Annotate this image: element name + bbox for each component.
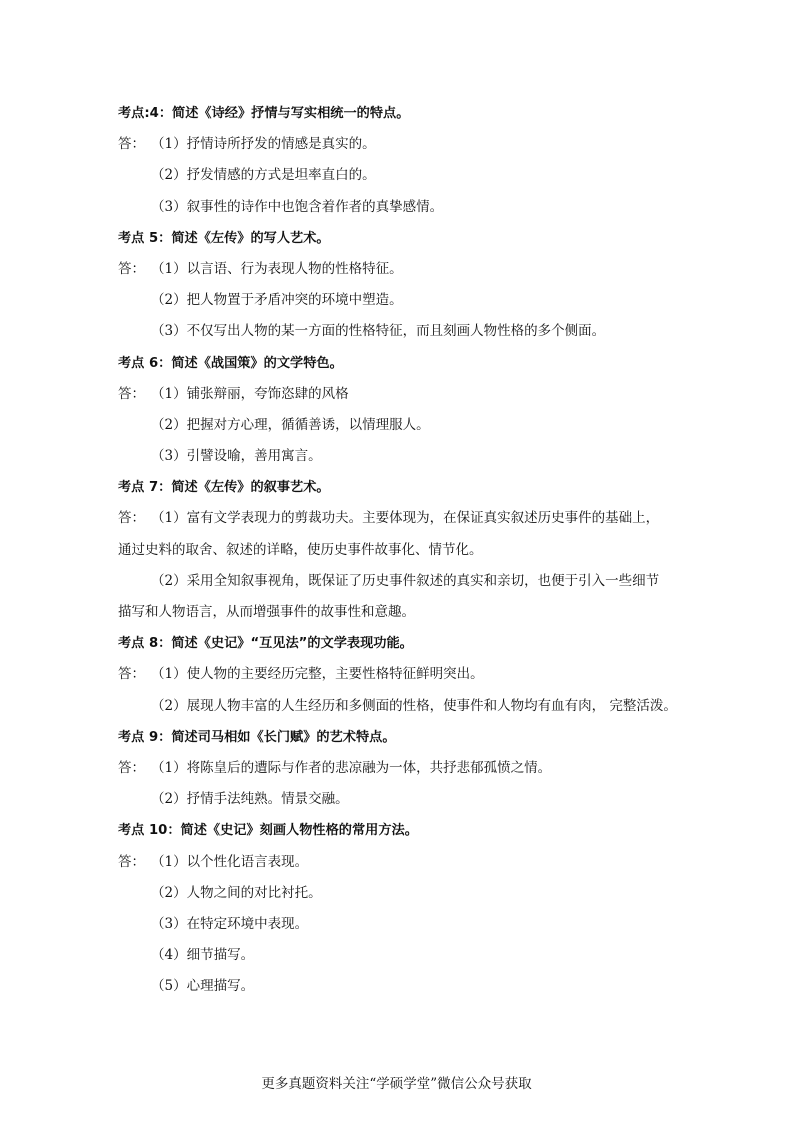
answer-line <box>118 254 683 285</box>
answer-text: （1）铺张辩丽，夸饰恣肆的风格 <box>151 385 349 402</box>
answer-text: （4）细节描写。 <box>151 947 255 964</box>
answer-line <box>118 160 683 191</box>
answer-line <box>118 316 683 347</box>
question-heading: 考点 5：简述《左传》的写人艺术。 <box>118 230 330 246</box>
answer-text: （3）叙事性的诗作中也饱含着作者的真挚感情。 <box>151 198 444 215</box>
question-heading: 考点 10：简述《史记》刻画人物性格的常用方法。 <box>118 823 418 839</box>
answer-label: 答： <box>118 510 145 527</box>
answer-line <box>118 847 683 878</box>
answer-line <box>118 971 683 1002</box>
answer-label: 答： <box>118 759 145 776</box>
question-heading: 考点 7：简述《左传》的叙事艺术。 <box>118 480 330 496</box>
answer-line <box>118 753 683 784</box>
answer-text: 描写和人物语言，从而增强事件的故事性和意趣。 <box>118 604 415 620</box>
answer-text: （2）把握对方心理，循循善诱，以情理服人。 <box>151 416 430 433</box>
question-heading: 考点 6：简述《战国策》的文学特色。 <box>118 355 343 371</box>
answer-text: （2）人物之间的对比衬托。 <box>151 884 322 901</box>
answer-text: （3）不仅写出人物的某一方面的性格特征，而且刻画人物性格的多个侧面。 <box>151 323 606 340</box>
page-footer: 更多真题资料关注“学硕学堂”微信公众号获取 <box>261 1076 532 1092</box>
answer-line <box>118 441 683 472</box>
answer-text: （5）心理描写。 <box>151 978 255 995</box>
answer-line <box>118 410 683 441</box>
document-body <box>118 98 683 1002</box>
answer-label: 答： <box>118 666 145 683</box>
question-heading: 考点:4：简述《诗经》抒情与写实相统一的特点。 <box>118 106 410 121</box>
answer-continuation-line <box>118 535 683 566</box>
answer-text: （3）引譬设喻，善用寓言。 <box>151 448 322 465</box>
answer-label: 答： <box>118 853 145 870</box>
answer-text: （1）使人物的主要经历完整，主要性格特征鲜明突出。 <box>151 666 484 683</box>
answer-text: （1）以言语、行为表现人物的性格特征。 <box>151 260 403 277</box>
answer-line <box>118 784 683 815</box>
answer-text: （2）展现人物丰富的人生经历和多侧面的性格，使事件和人物均有血有肉， 完整活泼。 <box>151 697 677 714</box>
answer-text: （2）抒情手法纯熟。情景交融。 <box>151 791 349 808</box>
answer-line <box>118 503 683 534</box>
answer-line <box>118 285 683 316</box>
answer-text: （1）富有文学表现力的剪裁功夫。主要体现为，在保证真实叙述历史事件的基础上， <box>151 510 660 527</box>
answer-text: 通过史料的取舍、叙述的详略，使历史事件故事化、情节化。 <box>118 541 483 558</box>
answer-line <box>118 566 683 597</box>
answer-label: 答： <box>118 136 145 153</box>
answer-text: （1）以个性化语言表现。 <box>151 853 309 870</box>
answer-text: （1）抒情诗所抒发的情感是真实的。 <box>151 136 376 153</box>
answer-line <box>118 691 683 722</box>
answer-text: （2）抒发情感的方式是坦率直白的。 <box>151 167 376 184</box>
answer-line <box>118 940 683 971</box>
answer-line <box>118 379 683 410</box>
answer-line <box>118 659 683 690</box>
answer-text: （2）把人物置于矛盾冲突的环境中塑造。 <box>151 292 403 309</box>
answer-label: 答： <box>118 385 145 402</box>
answer-text: （3）在特定环境中表现。 <box>151 915 309 932</box>
answer-continuation-line <box>118 597 683 628</box>
question-heading: 考点 9：简述司马相如《长门赋》的艺术特点。 <box>118 729 396 745</box>
question-heading: 考点 8：简述《史记》“互见法”的文学表现功能。 <box>118 636 413 652</box>
answer-text: （1）将陈皇后的遭际与作者的悲凉融为一体，共抒悲郁孤愤之情。 <box>151 759 552 776</box>
answer-line <box>118 909 683 940</box>
answer-line <box>118 129 683 160</box>
answer-line <box>118 878 683 909</box>
answer-label: 答： <box>118 260 145 277</box>
answer-line <box>118 192 683 223</box>
answer-text: （2）采用全知叙事视角，既保证了历史事件叙述的真实和亲切，也便于引入一些细节 <box>151 572 660 589</box>
